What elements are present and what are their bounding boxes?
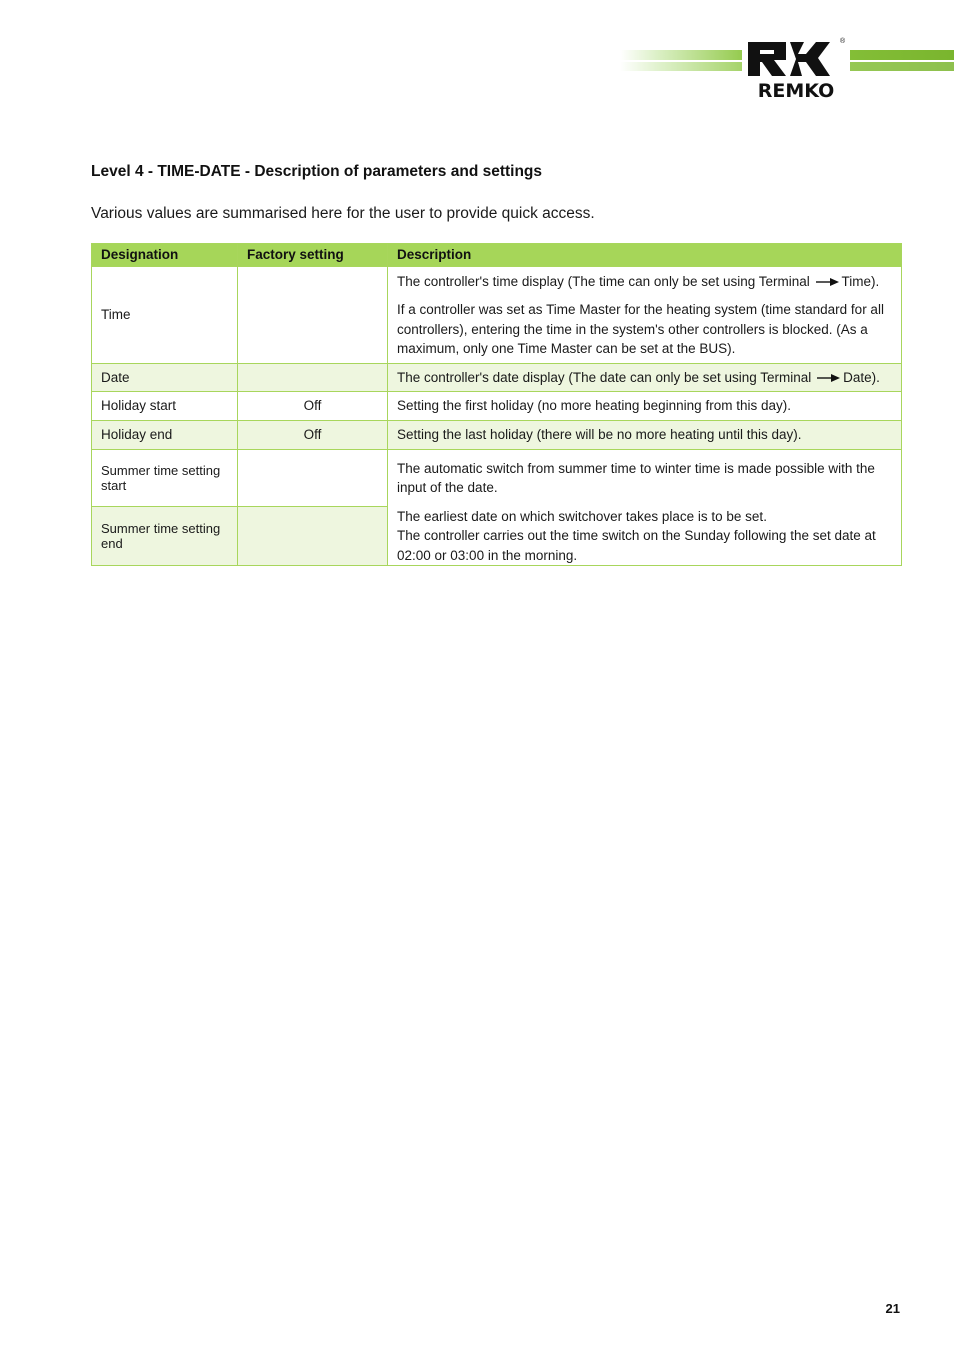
factory-setting-cell: Off	[238, 392, 388, 421]
description-text: Time).	[841, 273, 880, 289]
description-cell	[388, 421, 902, 450]
table-row	[92, 267, 902, 364]
intro-text: Various values are summarised here for the user to provide quick access.	[91, 205, 595, 222]
description-text: The automatic switch from summer time to winter time is made possible with the input of the date.	[397, 460, 875, 496]
arrow-right-icon	[816, 277, 840, 287]
description-cell	[388, 392, 902, 421]
description-cell	[388, 364, 902, 392]
description-text: The controller's time display (The time can only be set using Terminal	[397, 273, 810, 289]
arrow-right-icon	[817, 373, 841, 383]
factory-setting-cell	[238, 450, 388, 507]
brand-name: REMKO	[757, 80, 835, 102]
table-row	[92, 421, 902, 450]
table-row	[92, 364, 902, 392]
parameters-table	[91, 243, 902, 566]
description-cell	[388, 267, 902, 364]
factory-setting-cell	[238, 364, 388, 392]
remko-logo	[742, 38, 850, 102]
column-header-factory-setting: Factory setting	[238, 244, 388, 267]
table-row	[92, 450, 902, 507]
table-header-row	[92, 244, 902, 267]
factory-setting-cell	[238, 267, 388, 364]
designation-cell: Date	[92, 364, 238, 392]
description-text: The earliest date on which switchover takes place is to be set.	[397, 508, 767, 524]
remko-logo-mark-icon	[746, 40, 842, 78]
designation-cell: Holiday end	[92, 421, 238, 450]
table-row	[92, 392, 902, 421]
designation-cell: Holiday start	[92, 392, 238, 421]
description-text: Date).	[843, 369, 880, 385]
column-header-description: Description	[388, 244, 902, 267]
description-cell	[388, 450, 902, 507]
factory-setting-cell	[238, 507, 388, 566]
registered-mark: ®	[840, 38, 846, 45]
factory-setting-cell: Off	[238, 421, 388, 450]
table-row	[92, 507, 902, 566]
designation-cell: Time	[92, 267, 238, 364]
column-header-designation: Designation	[92, 244, 238, 267]
page-title: Level 4 - TIME-DATE - Description of parameters and settings	[91, 163, 543, 180]
description-text: The controller's date display (The date can only be set using Terminal	[397, 369, 812, 385]
description-text: Setting the last holiday (there will be no more heating until this day).	[397, 427, 802, 443]
description-cell	[388, 507, 902, 566]
description-text: The controller carries out the time switch on the Sunday following the set date at 02:00 or 03:00 in the morning.	[397, 528, 876, 563]
description-text: If a controller was set as Time Master for the heating system (time standard for all controllers), entering the time in the system's other controllers is blocked. (As a maximum, only one Time Master can be set at the BUS).	[397, 302, 884, 356]
designation-cell: Summer time setting start	[92, 450, 238, 507]
designation-cell: Summer time setting end	[92, 507, 238, 566]
description-text: Setting the first holiday (no more heating beginning from this day).	[397, 398, 791, 414]
page-number: 21	[885, 1301, 900, 1316]
